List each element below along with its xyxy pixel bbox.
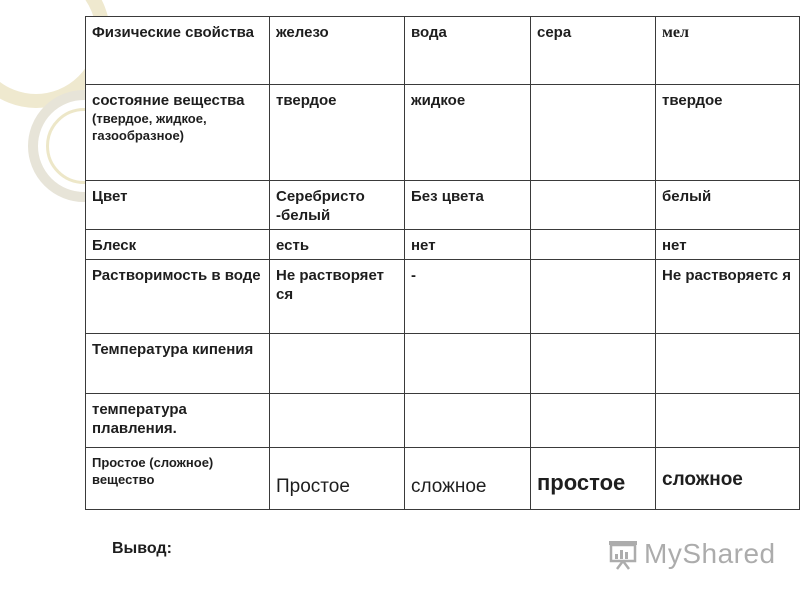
table-cell: - [405,260,531,334]
table-cell: твердое [656,85,800,181]
watermark-text: MyShared [644,538,776,569]
table-cell: нет [405,230,531,260]
table-row [86,448,800,510]
table-cell: нет [656,230,800,260]
table-cell [531,181,656,230]
table-header-row [86,17,800,85]
row-label-text: состояние вещества [92,92,245,109]
table-cell [531,394,656,448]
table-cell: есть [270,230,405,260]
conclusion-label: Вывод: [112,540,172,557]
table-cell: сложное [405,448,531,510]
row-label-color: Цвет [86,181,270,230]
table-cell [405,334,531,394]
table-cell [656,394,800,448]
table-cell [531,230,656,260]
row-label-note: (твердое, жидкое, газообразное) [92,111,207,143]
table-cell: Простое [270,448,405,510]
table-cell [656,334,800,394]
watermark-logo [606,536,776,572]
table-cell: простое [531,448,656,510]
table-cell [531,334,656,394]
table-cell: жидкое [405,85,531,181]
table-cell: Не растворяет ся [270,260,405,334]
table-cell [270,394,405,448]
physical-properties-table [85,16,800,510]
row-label-solubility: Растворимость в воде [86,260,270,334]
table-cell: твердое [270,85,405,181]
table-cell: Серебристо -белый [270,181,405,230]
header-cell-sulfur: сера [531,17,656,85]
table-cell [531,85,656,181]
row-label-luster: Блеск [86,230,270,260]
presentation-board-icon [606,537,640,571]
table-row [86,334,800,394]
header-cell-water: вода [405,17,531,85]
table-cell: Не растворяетс я [656,260,800,334]
row-label-melting-point: температура плавления. [86,394,270,448]
table-cell: белый [656,181,800,230]
header-cell-properties: Физические свойства [86,17,270,85]
row-label-boiling-point: Температура кипения [86,334,270,394]
header-cell-chalk: мел [656,17,800,85]
table-row [86,230,800,260]
table-cell [531,260,656,334]
table-row [86,260,800,334]
header-cell-iron: железо [270,17,405,85]
table-row [86,394,800,448]
table-row [86,181,800,230]
table-cell [405,394,531,448]
table-cell [270,334,405,394]
table-cell: сложное [656,448,800,510]
row-label-state [86,85,270,181]
row-label-substance-type: Простое (сложное) вещество [86,448,270,510]
table-row [86,85,800,181]
table-cell: Без цвета [405,181,531,230]
